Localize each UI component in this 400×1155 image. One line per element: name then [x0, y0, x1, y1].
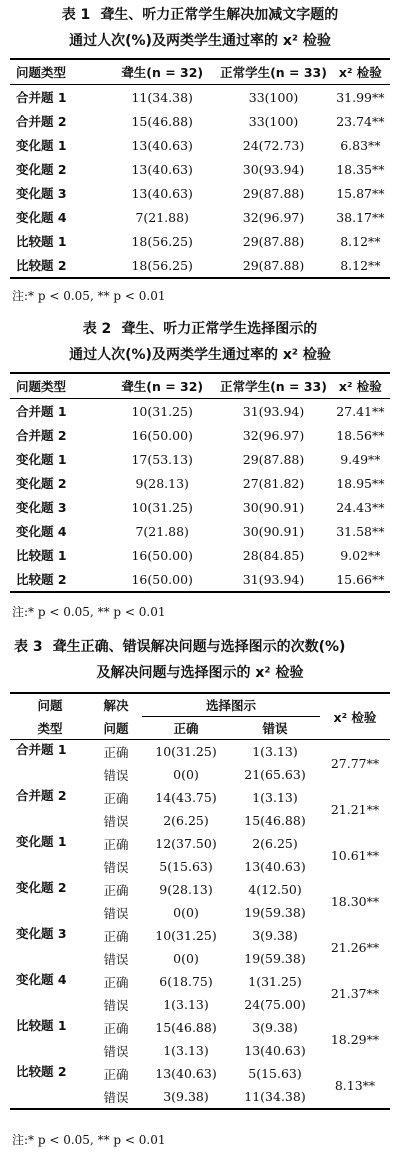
- table3-body: [10, 740, 390, 1110]
- chi-value: 23.74**: [336, 113, 385, 129]
- table3-header-correct: 正确: [173, 721, 199, 736]
- table-row: [10, 133, 390, 157]
- chi-value: 8.13**: [334, 1077, 376, 1093]
- cell-value: 13(40.63): [131, 185, 193, 201]
- correct-count: 12(37.50): [155, 836, 217, 851]
- table-row: [10, 423, 390, 447]
- table3-title-text: 聋生正确、错误解决问题与选择图示的次数(%): [52, 639, 346, 655]
- table-row: [10, 447, 390, 471]
- solve-status: 正确: [103, 744, 129, 760]
- correct-count: 13(40.63): [155, 1066, 217, 1081]
- table-row: [10, 495, 390, 519]
- table-row: [10, 970, 390, 993]
- cell-value: 11(34.38): [131, 89, 193, 105]
- table1-header-row: [10, 59, 390, 85]
- cell-value: 33(100): [248, 89, 299, 105]
- cell-value: 29(87.88): [242, 451, 305, 467]
- solve-status: 错误: [103, 1043, 129, 1059]
- cell-value: 29(87.88): [242, 185, 305, 201]
- wrong-count: 3(9.38): [252, 1020, 298, 1035]
- problem-type: 比较题 1: [16, 1018, 67, 1033]
- chi-value: 18.56**: [336, 427, 385, 443]
- problem-type: 变化题 3: [16, 926, 67, 941]
- correct-count: 0(0): [173, 767, 199, 782]
- chi-value: 9.02**: [340, 547, 381, 563]
- chi-value: 31.99**: [336, 89, 385, 105]
- table-row: [10, 205, 390, 229]
- table2-header-cell: 正常学生(n = 33): [220, 379, 327, 394]
- cell-value: 7(21.88): [135, 209, 189, 225]
- table3-header-type1: 问题: [37, 698, 63, 714]
- row-label: 变化题 1: [16, 452, 67, 467]
- chi-value: 8.12**: [340, 257, 381, 273]
- cell-value: 30(93.94): [242, 161, 305, 177]
- table-row: [10, 471, 390, 495]
- table1-header-cell: 正常学生(n = 33): [220, 65, 327, 80]
- table1-header-cell: 问题类型: [16, 65, 67, 80]
- correct-count: 14(43.75): [155, 790, 217, 805]
- solve-status: 错误: [103, 997, 129, 1013]
- solve-status: 正确: [103, 974, 129, 990]
- problem-type: 变化题 1: [16, 834, 67, 849]
- correct-count: 15(46.88): [155, 1020, 217, 1035]
- row-label: 比较题 2: [16, 258, 67, 273]
- table-row: [10, 924, 390, 947]
- table2-header-cell: 聋生(n = 32): [121, 379, 204, 394]
- table-row: [10, 157, 390, 181]
- table3-header-row-1: [10, 693, 390, 717]
- correct-count: 3(9.38): [163, 1089, 209, 1104]
- problem-type: 变化题 2: [16, 880, 67, 895]
- row-label: 合并题 1: [16, 90, 67, 105]
- table-row: [10, 832, 390, 855]
- table3-label: 表 3: [14, 639, 43, 655]
- wrong-count: 24(75.00): [244, 997, 306, 1012]
- table3-header-wrong: 错误: [262, 721, 288, 736]
- cell-value: 29(87.88): [242, 257, 305, 273]
- solve-status: 正确: [103, 882, 129, 898]
- chi-value: 15.87**: [336, 185, 385, 201]
- table3-header-solve1: 解决: [103, 698, 129, 714]
- table-row: [10, 519, 390, 543]
- problem-type: 比较题 2: [16, 1064, 67, 1079]
- table-row: [10, 253, 390, 278]
- cell-value: 30(90.91): [242, 499, 305, 515]
- chi-value: 6.83**: [340, 137, 381, 153]
- wrong-count: 13(40.63): [244, 859, 306, 874]
- table-row: [10, 786, 390, 809]
- correct-count: 6(18.75): [159, 974, 213, 989]
- table1-title-text: 聋生、听力正常学生解决加减文字题的: [100, 7, 339, 23]
- table-row: [10, 1016, 390, 1039]
- wrong-count: 21(65.63): [244, 767, 306, 782]
- problem-type: 合并题 1: [16, 742, 67, 757]
- solve-status: 错误: [103, 905, 129, 921]
- table1-label: 表 1: [61, 7, 91, 23]
- row-label: 变化题 4: [16, 210, 67, 225]
- row-label: 比较题 2: [16, 572, 67, 587]
- table2-header-cell: 问题类型: [16, 379, 67, 394]
- table-row: [10, 85, 390, 110]
- cell-value: 18(56.25): [131, 257, 193, 273]
- chi-value: 18.35**: [336, 161, 385, 177]
- chi-value: 18.30**: [330, 893, 380, 909]
- table-row: [10, 1062, 390, 1085]
- problem-type: 合并题 2: [16, 788, 67, 803]
- cell-value: 10(31.25): [131, 403, 193, 419]
- cell-value: 32(96.97): [242, 209, 305, 225]
- chi-value: 27.77**: [330, 755, 380, 771]
- row-label: 合并题 1: [16, 404, 67, 419]
- table1-header-cell: x² 检验: [338, 65, 382, 80]
- table-row: [10, 181, 390, 205]
- correct-count: 2(6.25): [163, 813, 209, 828]
- row-label: 合并题 2: [16, 428, 67, 443]
- table3-header-solve2: 问题: [103, 720, 129, 736]
- wrong-count: 19(59.38): [244, 905, 306, 920]
- wrong-count: 11(34.38): [244, 1089, 306, 1104]
- cell-value: 31(93.94): [242, 571, 305, 587]
- solve-status: 正确: [103, 928, 129, 944]
- row-label: 变化题 2: [16, 162, 67, 177]
- table3-header-choose: 选择图示: [142, 693, 320, 717]
- correct-count: 9(28.13): [159, 882, 213, 897]
- correct-count: 1(3.13): [163, 997, 209, 1012]
- row-label: 变化题 3: [16, 186, 67, 201]
- problem-type: 变化题 4: [16, 972, 67, 987]
- table1-note: 注:* p < 0.05, ** p < 0.01: [12, 289, 166, 303]
- correct-count: 10(31.25): [155, 744, 217, 759]
- chi-value: 15.66**: [336, 571, 385, 587]
- table1: [10, 58, 390, 279]
- cell-value: 18(56.25): [131, 233, 193, 249]
- wrong-count: 1(3.13): [252, 744, 298, 759]
- table3-header-type2: 类型: [37, 720, 63, 736]
- solve-status: 正确: [103, 836, 129, 852]
- row-label: 变化题 4: [16, 524, 67, 539]
- table-row: [10, 229, 390, 253]
- wrong-count: 1(3.13): [252, 790, 298, 805]
- chi-value: 24.43**: [336, 499, 385, 515]
- wrong-count: 1(31.25): [248, 974, 302, 989]
- cell-value: 16(50.00): [131, 547, 193, 563]
- table1-title-line1: [0, 4, 400, 26]
- cell-value: 15(46.88): [131, 113, 193, 129]
- wrong-count: 2(6.25): [252, 836, 298, 851]
- table-row: [10, 567, 390, 592]
- solve-status: 错误: [103, 813, 129, 829]
- table3-title-line1: [0, 636, 400, 658]
- chi-value: 8.12**: [340, 233, 381, 249]
- solve-status: 错误: [103, 1089, 129, 1105]
- table3-header-chi: x² 检验: [320, 693, 390, 740]
- correct-count: 0(0): [173, 905, 199, 920]
- table1-header-cell: 聋生(n = 32): [121, 65, 204, 80]
- solve-status: 错误: [103, 951, 129, 967]
- cell-value: 16(50.00): [131, 571, 193, 587]
- correct-count: 10(31.25): [155, 928, 217, 943]
- cell-value: 30(90.91): [242, 523, 305, 539]
- table-row: [10, 878, 390, 901]
- cell-value: 13(40.63): [131, 161, 193, 177]
- table2: [10, 372, 390, 593]
- wrong-count: 15(46.88): [244, 813, 306, 828]
- cell-value: 7(21.88): [135, 523, 189, 539]
- wrong-count: 13(40.63): [244, 1043, 306, 1058]
- chi-value: 27.41**: [336, 403, 385, 419]
- table2-title-text: 聋生、听力正常学生选择图示的: [121, 321, 318, 337]
- solve-status: 正确: [103, 1066, 129, 1082]
- table1-title-line2: 通过人次(%)及两类学生通过率的 x² 检验: [69, 33, 331, 49]
- table2-header-cell: x² 检验: [338, 379, 382, 394]
- cell-value: 29(87.88): [242, 233, 305, 249]
- cell-value: 33(100): [248, 113, 299, 129]
- wrong-count: 19(59.38): [244, 951, 306, 966]
- solve-status: 正确: [103, 790, 129, 806]
- table3: [10, 692, 390, 1110]
- row-label: 比较题 1: [16, 548, 67, 563]
- chi-value: 18.29**: [330, 1031, 380, 1047]
- cell-value: 24(72.73): [242, 137, 305, 153]
- row-label: 比较题 1: [16, 234, 67, 249]
- chi-value: 21.37**: [330, 985, 380, 1001]
- wrong-count: 3(9.38): [252, 928, 298, 943]
- cell-value: 9(28.13): [135, 475, 189, 491]
- table-row: [10, 543, 390, 567]
- cell-value: 10(31.25): [131, 499, 193, 515]
- table2-title-line1: [0, 318, 400, 340]
- cell-value: 31(93.94): [242, 403, 305, 419]
- row-label: 变化题 3: [16, 500, 67, 515]
- chi-value: 38.17**: [336, 209, 385, 225]
- table2-body: [10, 399, 390, 593]
- row-label: 变化题 2: [16, 476, 67, 491]
- solve-status: 正确: [103, 1020, 129, 1036]
- chi-value: 31.58**: [336, 523, 385, 539]
- table3-title-line2: 及解决问题与选择图示的 x² 检验: [96, 665, 304, 681]
- table2-note: 注:* p < 0.05, ** p < 0.01: [12, 605, 166, 619]
- wrong-count: 4(12.50): [248, 882, 302, 897]
- chi-value: 21.21**: [330, 801, 380, 817]
- correct-count: 1(3.13): [163, 1043, 209, 1058]
- row-label: 变化题 1: [16, 138, 67, 153]
- solve-status: 错误: [103, 859, 129, 875]
- cell-value: 27(81.82): [242, 475, 305, 491]
- table-row: [10, 109, 390, 133]
- wrong-count: 5(15.63): [248, 1066, 302, 1081]
- chi-value: 18.95**: [336, 475, 385, 491]
- correct-count: 0(0): [173, 951, 199, 966]
- table2-header-row: [10, 373, 390, 399]
- table-row: [10, 740, 390, 764]
- table1-body: [10, 85, 390, 279]
- table-row: [10, 399, 390, 424]
- chi-value: 21.26**: [330, 939, 380, 955]
- row-label: 合并题 2: [16, 114, 67, 129]
- table3-note: 注:* p < 0.05, ** p < 0.01: [12, 1133, 166, 1147]
- cell-value: 16(50.00): [131, 427, 193, 443]
- solve-status: 错误: [103, 767, 129, 783]
- cell-value: 28(84.85): [242, 547, 305, 563]
- correct-count: 5(15.63): [159, 859, 213, 874]
- table2-title-line2: 通过人次(%)及两类学生通过率的 x² 检验: [69, 347, 331, 363]
- table2-label: 表 2: [82, 321, 112, 337]
- cell-value: 32(96.97): [242, 427, 305, 443]
- chi-value: 10.61**: [330, 847, 380, 863]
- cell-value: 17(53.13): [131, 451, 193, 467]
- chi-value: 9.49**: [340, 451, 381, 467]
- cell-value: 13(40.63): [131, 137, 193, 153]
